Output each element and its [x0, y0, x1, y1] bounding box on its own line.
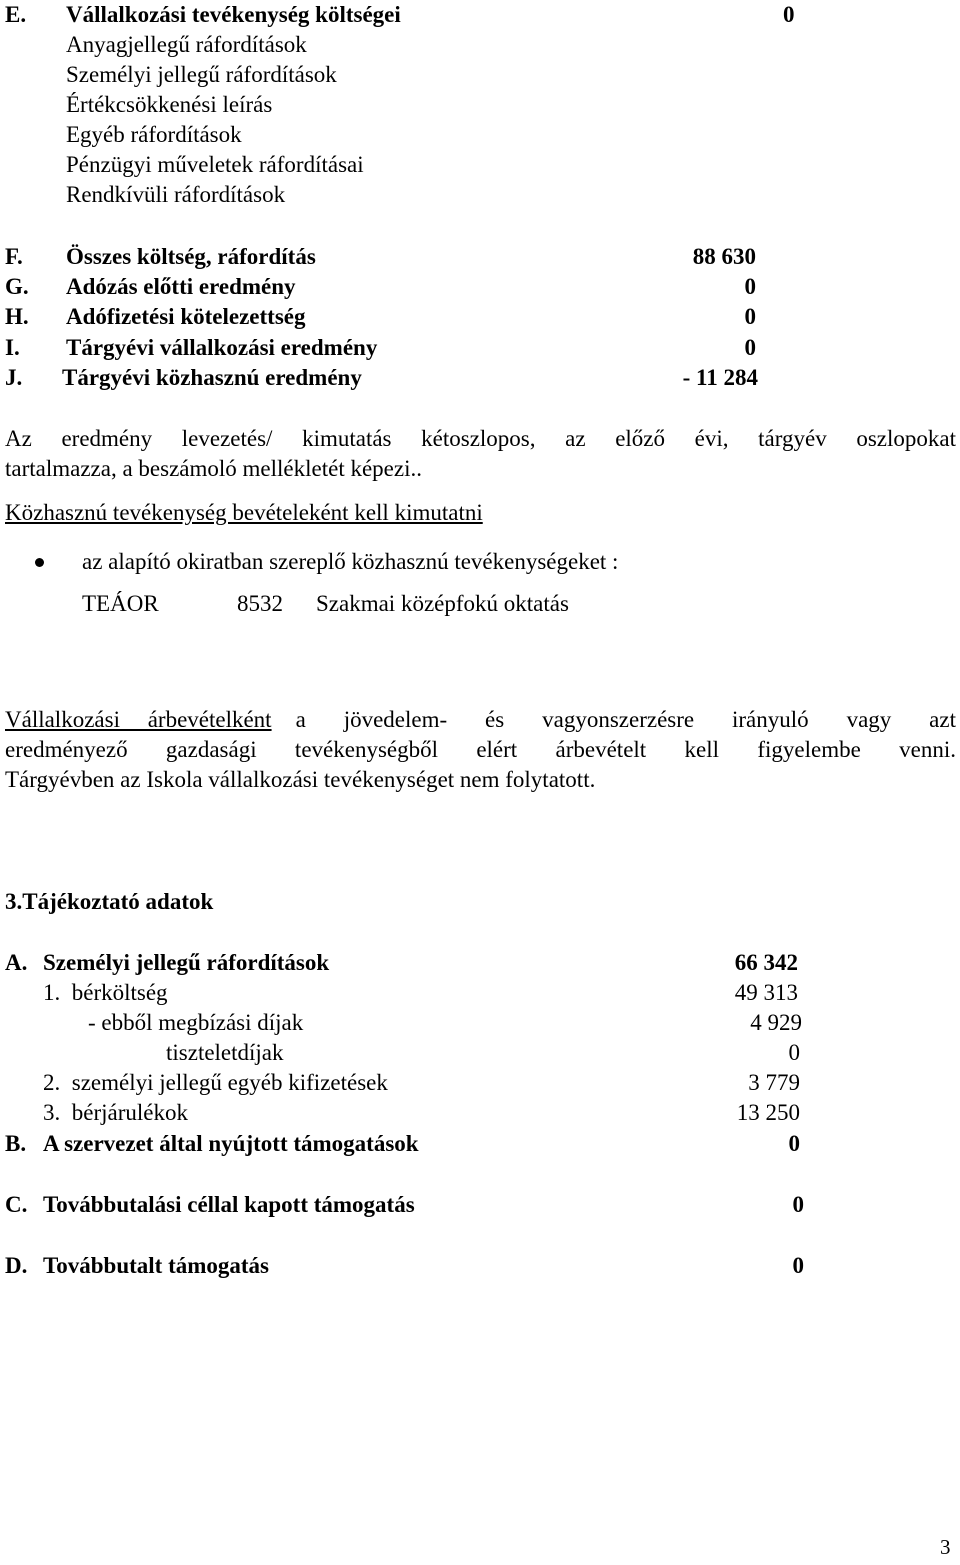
info-a-label: Személyi jellegű ráfordítások: [43, 950, 330, 975]
business-paragraph-line: Tárgyévben az Iskola vállalkozási tevékenységet nem folytatott.: [5, 767, 596, 792]
summary-value: 0: [744, 304, 756, 329]
summary-value: 88 630: [692, 244, 756, 269]
info-c-label: Továbbutalási céllal kapott támogatás: [43, 1192, 415, 1217]
info-a-item-label: 2. személyi jellegű egyéb kifizetések: [43, 1070, 388, 1095]
section-e-item: Egyéb ráfordítások: [66, 122, 242, 147]
section-e-item: Pénzügyi műveletek ráfordításai: [66, 152, 364, 177]
info-heading: 3.Tájékoztató adatok: [5, 889, 214, 914]
info-d-value: 0: [792, 1253, 804, 1278]
section-e-item: Személyi jellegű ráfordítások: [66, 62, 337, 87]
info-b-letter: B.: [5, 1131, 27, 1156]
summary-value: 0: [744, 335, 756, 360]
info-d-letter: D.: [5, 1253, 28, 1278]
info-a-value: 66 342: [734, 950, 798, 975]
summary-value: - 11 284: [682, 365, 758, 390]
public-benefit-bullet: az alapító okiratban szereplő közhasznú tevékenységeket :: [82, 549, 619, 574]
result-paragraph-line: Az eredmény levezetés/ kimutatás kétoszlopos, az előző évi, tárgyév oszlopokat: [5, 426, 956, 451]
business-paragraph-line: eredményező gazdasági tevékenységből elért árbevételt kell figyelembe venni.: [5, 737, 956, 762]
section-e-item: Rendkívüli ráfordítások: [66, 182, 286, 207]
section-e-letter: E.: [5, 2, 27, 27]
business-paragraph-rest: a jövedelem- és vagyonszerzésre irányuló vagy azt: [295, 707, 956, 732]
summary-label: Tárgyévi közhasznú eredmény: [62, 365, 362, 390]
public-benefit-heading: Közhasznú tevékenység bevételeként kell kimutatni: [5, 500, 483, 525]
summary-letter: H.: [5, 304, 29, 329]
teaor-description: Szakmai középfokú oktatás: [316, 591, 569, 616]
summary-label: Adófizetési kötelezettség: [66, 304, 306, 329]
summary-letter: G.: [5, 274, 29, 299]
info-b-value: 0: [788, 1131, 800, 1156]
info-a-item-value: 0: [788, 1040, 800, 1065]
info-a-item-label: 3. bérjárulékok: [43, 1100, 188, 1125]
summary-letter: J.: [5, 365, 23, 390]
info-a-item-value: 49 313: [734, 980, 798, 1005]
summary-label: Adózás előtti eredmény: [66, 274, 296, 299]
summary-value: 0: [744, 274, 756, 299]
teaor-label: TEÁOR: [82, 591, 159, 616]
info-a-item-value: 3 779: [748, 1070, 800, 1095]
section-e-item: Anyagjellegű ráfordítások: [66, 32, 307, 57]
teaor-code: 8532: [237, 591, 283, 616]
info-a-item-value: 4 929: [750, 1010, 802, 1035]
info-b-label: A szervezet által nyújtott támogatások: [43, 1131, 419, 1156]
info-a-letter: A.: [5, 950, 28, 975]
summary-label: Tárgyévi vállalkozási eredmény: [66, 335, 378, 360]
summary-letter: I.: [5, 335, 20, 360]
section-e-value: 0: [783, 2, 795, 27]
section-e-title: Vállalkozási tevékenység költségei: [66, 2, 401, 27]
bullet-icon: [35, 558, 44, 567]
summary-label: Összes költség, ráfordítás: [66, 244, 316, 269]
summary-letter: F.: [5, 244, 23, 269]
page-number: 3: [940, 1535, 951, 1559]
info-a-item-label: 1. bérköltség: [43, 980, 168, 1005]
info-c-letter: C.: [5, 1192, 28, 1217]
info-c-value: 0: [792, 1192, 804, 1217]
info-a-item-label: tiszteletdíjak: [166, 1040, 284, 1065]
info-d-label: Továbbutalt támogatás: [43, 1253, 269, 1278]
info-a-item-label: - ebből megbízási díjak: [88, 1010, 304, 1035]
info-a-item-value: 13 250: [736, 1100, 800, 1125]
section-e-item: Értékcsökkenési leírás: [66, 92, 273, 117]
business-paragraph-line: [5, 708, 956, 731]
result-paragraph-line: tartalmazza, a beszámoló mellékletét képezi..: [5, 456, 422, 481]
business-revenue-term: Vállalkozási árbevételként: [5, 707, 272, 732]
